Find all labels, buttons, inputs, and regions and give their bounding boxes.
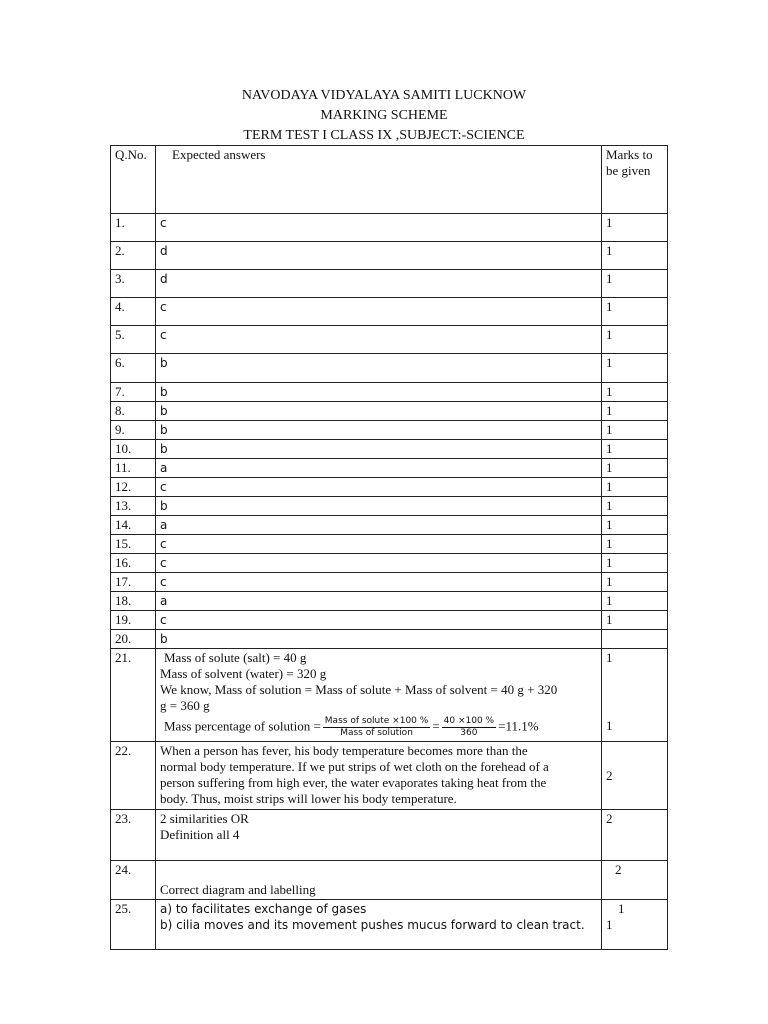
- qno-cell: 15.: [111, 535, 156, 554]
- answer-cell: b: [156, 421, 602, 440]
- qno-cell: 17.: [111, 573, 156, 592]
- answer-cell: b: [156, 630, 602, 649]
- header-answers: [156, 146, 602, 214]
- table-row: [111, 214, 668, 242]
- answer-cell: c: [156, 573, 602, 592]
- answer-cell: c: [156, 298, 602, 326]
- qno-cell: 16.: [111, 554, 156, 573]
- table-row: [111, 459, 668, 478]
- qno-cell: 1.: [111, 214, 156, 242]
- qno-cell: 21.: [111, 649, 156, 742]
- marks-cell: 1: [602, 459, 668, 478]
- answer-cell: c: [156, 535, 602, 554]
- table-row-q24: [111, 861, 668, 900]
- answer-cell: b: [156, 383, 602, 402]
- qno-cell: 19.: [111, 611, 156, 630]
- marks-cell: 1: [602, 298, 668, 326]
- answer-line: We know, Mass of solution = Mass of solute + Mass of solvent = 40 g + 320: [160, 682, 558, 697]
- answer-cell: b: [156, 354, 602, 383]
- table-row: [111, 497, 668, 516]
- answer-cell: c: [156, 326, 602, 354]
- marks-cell: [602, 900, 668, 950]
- marks-cell: [602, 649, 668, 742]
- answer-line: Correct diagram and labelling: [160, 882, 316, 897]
- answer-cell: a: [156, 459, 602, 478]
- table-row: [111, 592, 668, 611]
- table-row: [111, 326, 668, 354]
- marks-cell: 1: [602, 326, 668, 354]
- qno-cell: 13.: [111, 497, 156, 516]
- table-row: [111, 630, 668, 649]
- marks-cell: 1: [602, 402, 668, 421]
- answer-cell: c: [156, 554, 602, 573]
- qno-cell: 22.: [111, 742, 156, 810]
- answer-line: body. Thus, moist strips will lower his body temperature.: [160, 791, 457, 806]
- answer-cell: [156, 861, 602, 900]
- marks-cell: 1: [602, 497, 668, 516]
- header-marks: [602, 146, 668, 214]
- marks-cell: 1: [602, 535, 668, 554]
- table-row: [111, 354, 668, 383]
- marks-cell: [602, 861, 668, 900]
- header-marks-line2: be given: [606, 163, 651, 178]
- table-row-q21: [111, 649, 668, 742]
- marks-cell: 1: [602, 516, 668, 535]
- table-row: [111, 535, 668, 554]
- table-row-q22: [111, 742, 668, 810]
- doc-title: MARKING SCHEME: [320, 108, 448, 123]
- qno-cell: 8.: [111, 402, 156, 421]
- answer-cell: b: [156, 440, 602, 459]
- marks-value: 2: [606, 767, 613, 783]
- answer-cell: d: [156, 270, 602, 298]
- answer-line: a) to facilitates exchange of gases: [160, 902, 367, 916]
- table-row: [111, 554, 668, 573]
- formula-prefix: Mass percentage of solution =: [164, 718, 321, 734]
- table-row-q23: [111, 810, 668, 861]
- answer-line: When a person has fever, his body temperature becomes more than the: [160, 743, 528, 758]
- marks-cell: 1: [602, 242, 668, 270]
- qno-cell: 24.: [111, 861, 156, 900]
- answer-line: 2 similarities OR: [160, 811, 249, 826]
- formula-result: =11.1%: [498, 718, 539, 734]
- marks-cell: [602, 630, 668, 649]
- answer-line: Mass of solvent (water) = 320 g: [160, 666, 327, 681]
- answer-cell: b: [156, 402, 602, 421]
- answer-line: normal body temperature. If we put strips of wet cloth on the forehead of a: [160, 759, 549, 774]
- marks-cell: 1: [602, 440, 668, 459]
- marks-cell: 1: [602, 354, 668, 383]
- answer-cell: [156, 649, 602, 742]
- qno-cell: 6.: [111, 354, 156, 383]
- marking-scheme-table: [110, 145, 668, 950]
- marks-cell: 1: [602, 554, 668, 573]
- qno-cell: 20.: [111, 630, 156, 649]
- marks-value: 2: [606, 811, 613, 826]
- fraction-numerator: Mass of solute ×100 %: [324, 716, 429, 726]
- marks-cell: 1: [602, 573, 668, 592]
- fraction-numerator: 40 ×100 %: [443, 716, 495, 726]
- marks-cell: 1: [602, 421, 668, 440]
- marks-value: 1: [606, 917, 613, 932]
- table-row: [111, 573, 668, 592]
- header-qno: Q.No.: [111, 146, 156, 214]
- table-row: [111, 611, 668, 630]
- table-row: [111, 383, 668, 402]
- qno-cell: 4.: [111, 298, 156, 326]
- marks-value: 1: [606, 650, 613, 665]
- answer-line: person suffering from high ever, the water evaporates taking heat from the: [160, 775, 547, 790]
- answer-cell: [156, 742, 602, 810]
- answer-line: Mass of solute (salt) = 40 g: [164, 650, 307, 665]
- qno-cell: 3.: [111, 270, 156, 298]
- answer-cell: a: [156, 516, 602, 535]
- marks-cell: 1: [602, 383, 668, 402]
- qno-cell: 23.: [111, 810, 156, 861]
- answer-cell: c: [156, 478, 602, 497]
- table-row: [111, 242, 668, 270]
- table-row: [111, 298, 668, 326]
- marks-cell: [602, 810, 668, 861]
- table-row: [111, 478, 668, 497]
- qno-cell: 2.: [111, 242, 156, 270]
- answer-line: b) cilia moves and its movement pushes mucus forward to clean tract.: [160, 918, 585, 932]
- marks-value: 1: [606, 718, 613, 733]
- marks-cell: 1: [602, 592, 668, 611]
- table-row: [111, 421, 668, 440]
- table-row: [111, 516, 668, 535]
- answer-cell: [156, 900, 602, 950]
- qno-cell: 10.: [111, 440, 156, 459]
- answer-cell: d: [156, 242, 602, 270]
- qno-cell: 12.: [111, 478, 156, 497]
- marks-cell: 1: [602, 214, 668, 242]
- qno-cell: 5.: [111, 326, 156, 354]
- fraction-denominator: Mass of solution: [340, 728, 413, 738]
- qno-cell: 9.: [111, 421, 156, 440]
- table-header-row: [111, 146, 668, 214]
- org-title: NAVODAYA VIDYALAYA SAMITI LUCKNOW: [241, 88, 527, 103]
- header-marks-line1: Marks to: [606, 147, 653, 162]
- formula-equals: =: [432, 718, 440, 734]
- answer-formula-line: [160, 716, 597, 739]
- answer-cell: c: [156, 611, 602, 630]
- answer-cell: [156, 810, 602, 861]
- fraction-values: [442, 716, 496, 739]
- marks-cell: [602, 742, 668, 810]
- header-answers-label: Expected answers: [172, 147, 266, 162]
- marks-cell: 1: [602, 611, 668, 630]
- qno-cell: 11.: [111, 459, 156, 478]
- doc-subtitle: TERM TEST I CLASS IX ,SUBJECT:-SCIENCE: [243, 128, 525, 143]
- marks-cell: 1: [602, 270, 668, 298]
- table-row-q25: [111, 900, 668, 950]
- document-header: [0, 86, 768, 146]
- marks-cell: 1: [602, 478, 668, 497]
- qno-cell: 25.: [111, 900, 156, 950]
- answer-cell: b: [156, 497, 602, 516]
- answer-cell: a: [156, 592, 602, 611]
- fraction-denominator: 360: [460, 728, 478, 738]
- marks-value: 2: [615, 862, 622, 877]
- qno-cell: 7.: [111, 383, 156, 402]
- fraction-general: [323, 716, 431, 739]
- table-row: [111, 440, 668, 459]
- answer-line: g = 360 g: [160, 698, 210, 713]
- qno-cell: 18.: [111, 592, 156, 611]
- marks-value: 1: [618, 901, 625, 916]
- table-row: [111, 402, 668, 421]
- qno-cell: 14.: [111, 516, 156, 535]
- answer-cell: c: [156, 214, 602, 242]
- answer-line: Definition all 4: [160, 827, 240, 842]
- table-row: [111, 270, 668, 298]
